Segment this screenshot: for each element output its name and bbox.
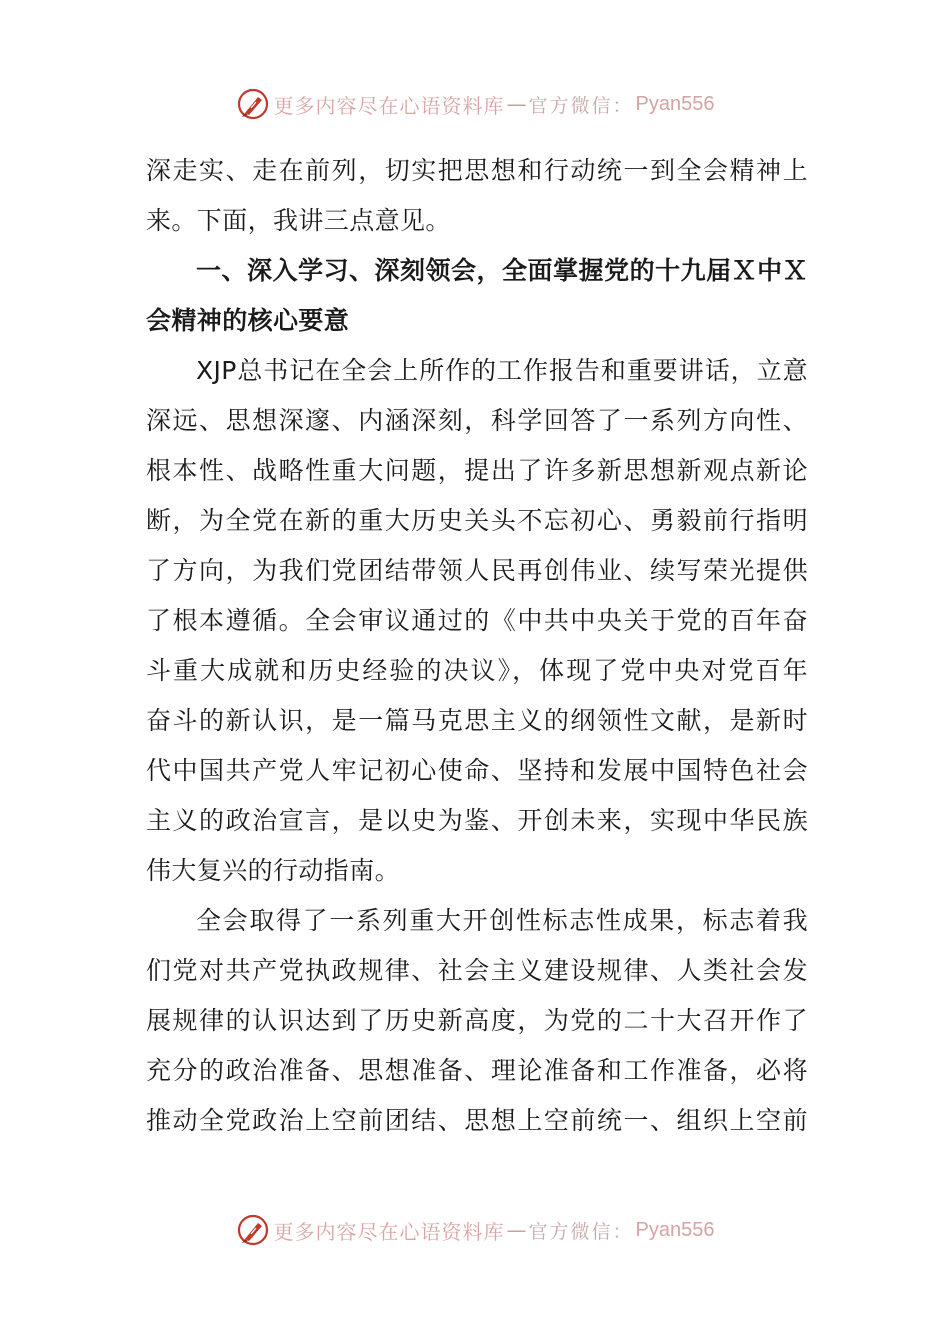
paragraph-line: 全会取得了一系列重大开创性标志性成果，标志着我 bbox=[196, 906, 808, 935]
paragraph-line: 奋斗的新认识，是一篇马克思主义的纲领性文献，是新时 bbox=[146, 706, 808, 735]
footer-brand-text: 更多内容尽在心语资料库 bbox=[273, 1219, 505, 1244]
pen-nib-icon bbox=[236, 87, 270, 121]
paragraph-line: 展规律的认识达到了历史新高度，为党的二十大召开作了 bbox=[146, 1006, 808, 1035]
footer-wechat-label: 官方微信： bbox=[528, 1220, 634, 1243]
paragraph-line: 根本性、战略性重大问题，提出了许多新思想新观点新论 bbox=[146, 456, 808, 485]
footer-wechat-id: Pyan556 bbox=[635, 1218, 715, 1241]
paragraph-line: 斗重大成就和历史经验的决议》，体现了党中央对党百年 bbox=[146, 656, 808, 685]
paragraph-line: 推动全党政治上空前团结、思想上空前统一、组织上空前 bbox=[146, 1106, 808, 1135]
document-body bbox=[146, 146, 808, 1146]
paragraph-line: 深远、思想深邃、内涵深刻，科学回答了一系列方向性、 bbox=[146, 406, 808, 435]
paragraph-line: 伟大复兴的行动指南。 bbox=[146, 856, 401, 885]
paragraph-line: 们党对共产党执政规律、社会主义建设规律、人类社会发 bbox=[146, 956, 808, 985]
pen-nib-icon bbox=[236, 1213, 270, 1247]
paragraph-line: 深走实、走在前列，切实把思想和行动统一到全会精神上 bbox=[146, 156, 808, 185]
paragraph-line: XJP总书记在全会上所作的工作报告和重要讲话，立意 bbox=[196, 356, 808, 385]
paragraph-line: 主义的政治宣言，是以史为鉴、开创未来，实现中华民族 bbox=[146, 806, 808, 835]
footer-separator: — bbox=[506, 1218, 527, 1242]
paragraph-line: 了根本遵循。全会审议通过的《中共中央关于党的百年奋 bbox=[146, 606, 808, 635]
header-wechat-label: 官方微信： bbox=[528, 94, 634, 117]
header-wechat-id: Pyan556 bbox=[635, 92, 715, 115]
header-brand-text: 更多内容尽在心语资料库 bbox=[273, 93, 505, 118]
paragraph-line: 断，为全党在新的重大历史关头不忘初心、勇毅前行指明 bbox=[146, 506, 808, 535]
section-heading-line: 一、深入学习、深刻领会，全面掌握党的十九届Ｘ中Ｘ bbox=[196, 257, 808, 285]
paragraph-line: 来。下面，我讲三点意见。 bbox=[146, 206, 451, 235]
header-watermark bbox=[0, 84, 950, 124]
paragraph-line: 代中国共产党人牢记初心使命、坚持和发展中国特色社会 bbox=[146, 756, 808, 785]
section-heading-line: 会精神的核心要意 bbox=[146, 307, 350, 335]
footer-watermark bbox=[0, 1210, 950, 1250]
paragraph-line: 充分的政治准备、思想准备、理论准备和工作准备，必将 bbox=[146, 1056, 808, 1085]
paragraph-line: 了方向，为我们党团结带领人民再创伟业、续写荣光提供 bbox=[146, 556, 808, 585]
header-separator: — bbox=[506, 92, 527, 116]
